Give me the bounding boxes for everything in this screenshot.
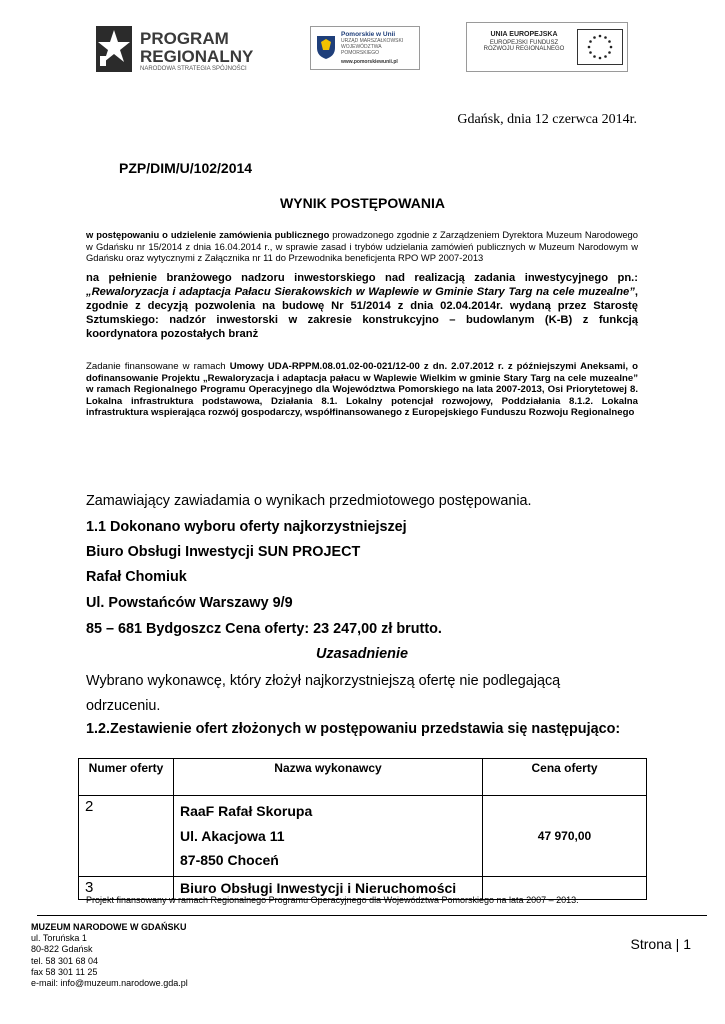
- header-number: Numer oferty: [79, 759, 174, 796]
- logo-eu-line1: UNIA EUROPEJSKA: [490, 31, 558, 38]
- eu-flag-icon: [577, 29, 623, 65]
- justification-text: Wybrano wykonawcę, który złożył najkorzystniejszą ofertę nie podlegającą odrzuceniu.: [86, 673, 561, 714]
- logo-eu-line3: ROZWOJU REGIONALNEGO: [483, 46, 565, 52]
- document-date: Gdańsk, dnia 12 czerwca 2014r.: [457, 112, 637, 127]
- result-notice: Zamawiający zawiadamia o wynikach przedmiotowego postępowania.: [86, 493, 532, 509]
- winner-company: Biuro Obsługi Inwestycji SUN PROJECT: [86, 544, 361, 560]
- museum-postal: 80-822 Gdańsk: [31, 944, 93, 955]
- intro-bold: w postępowaniu o udzielenie zamówienia publicznego: [86, 229, 330, 240]
- offer-name: [174, 796, 483, 877]
- header-name: Nazwa wykonawcy: [174, 759, 483, 796]
- logo-pomorskie-line3: WOJEWÓDZTWA POMORSKIEGO: [341, 44, 382, 56]
- intro-paragraph: [86, 229, 638, 264]
- offer-name-line: 87-850 Choceń: [180, 852, 279, 868]
- financing-bold: Umowy UDA-RPPM.08.01.02-00-021/12-00 z dn. 2.07.2012 r. z późniejszymi Aneksami, o dofinansowanie Projektu „Rewaloryzacja i adaptacja pałacu w Waplewie Wielkim w gminie Stary Targ na cele muzealne” w ramach Regionalnego Programu Operacyjnego dla Województwa Pomorskiego na lata 2007-2013, Osi Priorytetowej 8. Lokalna infrastruktura podstawowa, Działania 8.1. Lokalny potencjał rozwojowy, Poddziałania 8.1.2. Lokalna infrastruktura wspierająca rozwój gospodarczy, współfinansowanego z Europejskiego Funduszu Rozwoju Regionalnego: [86, 361, 638, 419]
- document-title: WYNIK POSTĘPOWANIA: [280, 195, 445, 211]
- museum-email: e-mail: info@muzeum.narodowe.gda.pl: [31, 978, 188, 989]
- subject-paragraph: [86, 271, 638, 341]
- logo-pomorskie-line4: www.pomorskiewunii.pl: [341, 59, 398, 65]
- winner-person: Rafał Chomiuk: [86, 569, 187, 585]
- logo-pomorskie-line2: URZĄD MARSZAŁKOWSKI: [341, 38, 404, 44]
- offer-name-line: Ul. Akacjowa 11: [180, 827, 285, 844]
- star-logo-icon: [92, 20, 136, 76]
- justification-label: Uzasadnienie: [316, 646, 408, 662]
- museum-name: MUZEUM NARODOWE W GDAŃSKU: [31, 922, 187, 932]
- intro-text: prowadzonego zgodnie z Zarządzeniem Dyrektora Muzeum Narodowego w Gdańsku nr 15/2014 z dnia 16.04.2014 r., w sprawie zasad i trybów udzielania zamówień publicznych w Muzeum Narodowym w Gdańsku oraz wytycznymi z Załącznika nr 11 do Przewodnika beneficjenta RPO WP 2007-2013: [86, 229, 638, 264]
- logo-program-line3: NARODOWA STRATEGIA SPÓJNOŚCI: [140, 66, 247, 72]
- logo-program-line1: PROGRAM: [140, 29, 229, 48]
- subject-part1: na pełnienie branżowego nadzoru inwestorskiego nad realizacją zadania inwestycyjnego pn.:: [86, 272, 638, 284]
- header-price: Cena oferty: [483, 759, 647, 796]
- heading-1-2: 1.2.Zestawienie ofert złożonych w postępowaniu przedstawia się następująco:: [86, 721, 621, 737]
- offer-name-line: Biuro Obsługi Inwestycji i Nieruchomości: [180, 879, 457, 896]
- footer-divider: [37, 915, 707, 916]
- offer-price: 47 970,00: [483, 796, 647, 877]
- museum-street: ul. Toruńska 1: [31, 933, 87, 944]
- winner-city-price: 85 – 681 Bydgoszcz Cena oferty: 23 247,00 zł brutto.: [86, 621, 442, 637]
- offer-name-line: RaaF Rafał Skorupa: [180, 803, 313, 819]
- pomorskie-logo: [310, 26, 420, 70]
- subject-part2: , zgodnie z decyzją pozwolenia na budowę Nr 51/2014 z dnia 02.04.2014r. wydaną przez Starostę Sztumskiego: nadzór inwestorski w zakresie konstrukcyjno – budowlanym (K-B) z funkcją koordynatora pozostałych branż: [86, 286, 638, 340]
- logo-pomorskie-line1: Pomorskie w Unii: [341, 31, 396, 38]
- museum-tel: tel. 58 301 68 04: [31, 955, 99, 966]
- offer-number: 3: [79, 876, 174, 899]
- crest-icon: [315, 34, 337, 60]
- table-header-row: [79, 759, 647, 796]
- program-regionalny-logo: [92, 20, 272, 80]
- logo-program-line2: REGIONALNY: [140, 47, 254, 66]
- winner-street: Ul. Powstańców Warszawy 9/9: [86, 595, 293, 611]
- museum-fax: fax 58 301 11 25: [31, 966, 98, 977]
- subject-project-name: „Rewaloryzacja i adaptacja Pałacu Sierakowskich w Waplewie w Gminie Stary Targ na cele muzealne”: [86, 286, 635, 298]
- logo-eu-line2: EUROPEJSKI FUNDUSZ: [489, 40, 559, 46]
- reference-number: PZP/DIM/U/102/2014: [119, 160, 253, 176]
- eu-logo: [466, 22, 628, 72]
- page-number: Strona | 1: [630, 936, 691, 952]
- museum-address: [31, 922, 188, 989]
- heading-1-1: 1.1 Dokonano wyboru oferty najkorzystniejszej: [86, 519, 407, 535]
- financing-paragraph: [86, 361, 638, 419]
- offer-number: 2: [79, 796, 174, 877]
- offers-table: [78, 758, 647, 900]
- table-row: [79, 796, 647, 877]
- financing-normal: Zadanie finansowane w ramach: [86, 361, 230, 372]
- project-footnote: Projekt finansowany w ramach Regionalnego Programu Operacyjnego dla Województwa Pomorskiego na lata 2007 – 2013.: [86, 895, 579, 905]
